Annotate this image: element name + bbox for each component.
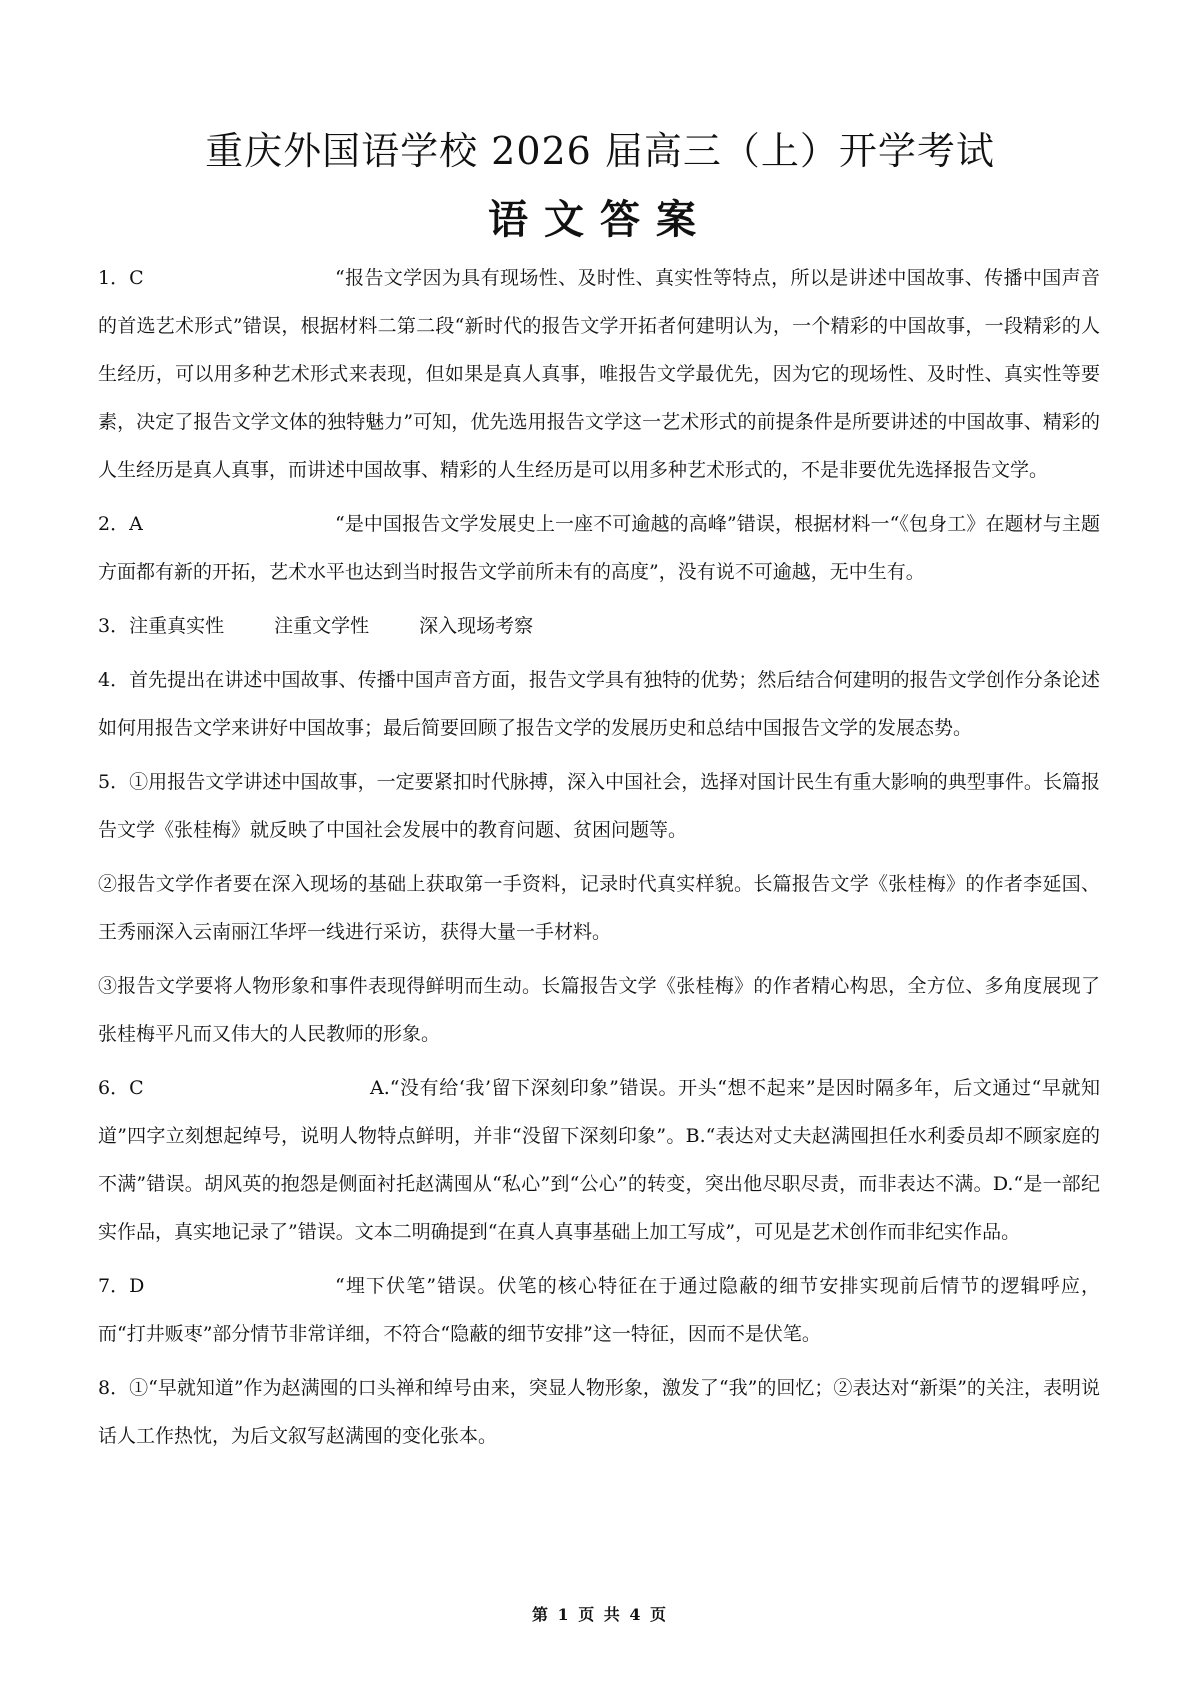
answer-item-8 bbox=[98, 1364, 1100, 1460]
page-footer: 第 1 页 共 4 页 bbox=[531, 1605, 669, 1624]
answer-point: ①用报告文学讲述中国故事，一定要紧扣时代脉搏，深入中国社会，选择对国计民生有重大影响的典型事件。长篇报告文学《张桂梅》就反映了中国社会发展中的教育问题、贫困问题等。 bbox=[98, 771, 1100, 841]
answer-label: 5． bbox=[98, 771, 130, 793]
answer-explanation: “报告文学因为具有现场性、及时性、真实性等特点，所以是讲述中国故事、传播中国声音的首选艺术形式”错误，根据材料二第二段“新时代的报告文学开拓者何建明认为，一个精彩的中国故事，一段精彩的人生经历，可以用多种艺术形式来表现，但如果是真人真事，唯报告文学最优先，因为它的现场性、及时性、真实性等要素，决定了报告文学文体的独特魅力”可知，优先选用报告文学这一艺术形式的前提条件是所要讲述的中国故事、精彩的人生经历是真人真事，而讲述中国故事、精彩的人生经历是可以用多种艺术形式的，不是非要优先选择报告文学。 bbox=[98, 267, 1100, 481]
page-subtitle: 语文答案 bbox=[488, 196, 712, 243]
answer-label: 8． bbox=[98, 1377, 130, 1399]
answer-explanation: “埋下伏笔”错误。伏笔的核心特征在于通过隐蔽的细节安排实现前后情节的逻辑呼应，而“打井贩枣”部分情节非常详细，不符合“隐蔽的细节安排”这一特征，因而不是伏笔。 bbox=[98, 1275, 1100, 1345]
answer-item-4 bbox=[98, 656, 1100, 752]
answer-item-5 bbox=[98, 758, 1100, 854]
answer-point: ②报告文学作者要在深入现场的基础上获取第一手资料，记录时代真实样貌。长篇报告文学《张桂梅》的作者李延国、王秀丽深入云南丽江华坪一线进行采访，获得大量一手材料。 bbox=[98, 873, 1100, 943]
answer-item-3 bbox=[98, 602, 1100, 650]
answer-label: 2．A bbox=[98, 513, 143, 535]
answer-label: 6．C bbox=[98, 1077, 144, 1099]
answer-label: 3． bbox=[98, 615, 130, 637]
answer-point: 注重真实性 bbox=[129, 615, 225, 637]
answer-explanation: 首先提出在讲述中国故事、传播中国声音方面，报告文学具有独特的优势；然后结合何建明的报告文学创作分条论述如何用报告文学来讲好中国故事；最后简要回顾了报告文学的发展历史和总结中国报告文学的发展态势。 bbox=[98, 669, 1100, 739]
answer-item-2 bbox=[98, 500, 1100, 596]
answer-label: 1．C bbox=[98, 267, 144, 289]
answer-label: 4． bbox=[98, 669, 130, 691]
answer-content bbox=[98, 254, 1100, 1466]
answer-explanation: A.“没有给‘我’留下深刻印象”错误。开头“想不起来”是因时隔多年，后文通过“早就知道”四字立刻想起绰号，说明人物特点鲜明，并非“没留下深刻印象”。B.“表达对丈夫赵满囤担任水利委员却不顾家庭的不满”错误。胡风英的抱怨是侧面衬托赵满囤从“私心”到“公心”的转变，突出他尽职尽责，而非表达不满。D.“是一部纪实作品，真实地记录了”错误。文本二明确提到“在真人真事基础上加工写成”，可见是艺术创作而非纪实作品。 bbox=[98, 1077, 1100, 1243]
answer-item-5-point-2 bbox=[98, 860, 1100, 956]
page-title: 重庆外国语学校 2026 届高三（上）开学考试 bbox=[205, 129, 995, 173]
answer-point: ③报告文学要将人物形象和事件表现得鲜明而生动。长篇报告文学《张桂梅》的作者精心构思，全方位、多角度展现了张桂梅平凡而又伟大的人民教师的形象。 bbox=[98, 975, 1100, 1045]
answer-label: 7．D bbox=[98, 1275, 145, 1297]
answer-point: 注重文学性 bbox=[274, 615, 370, 637]
answer-item-7 bbox=[98, 1262, 1100, 1358]
answer-point: 深入现场考察 bbox=[419, 615, 534, 637]
answer-item-1 bbox=[98, 254, 1100, 494]
answer-item-6 bbox=[98, 1064, 1100, 1256]
answer-explanation: ①“早就知道”作为赵满囤的口头禅和绰号由来，突显人物形象，激发了“我”的回忆；②表达对“新渠”的关注，表明说话人工作热忱，为后文叙写赵满囤的变化张本。 bbox=[98, 1377, 1100, 1447]
answer-item-5-point-3 bbox=[98, 962, 1100, 1058]
answer-explanation: “是中国报告文学发展史上一座不可逾越的高峰”错误，根据材料一“《包身工》在题材与主题方面都有新的开拓，艺术水平也达到当时报告文学前所未有的高度”，没有说不可逾越，无中生有。 bbox=[98, 513, 1100, 583]
